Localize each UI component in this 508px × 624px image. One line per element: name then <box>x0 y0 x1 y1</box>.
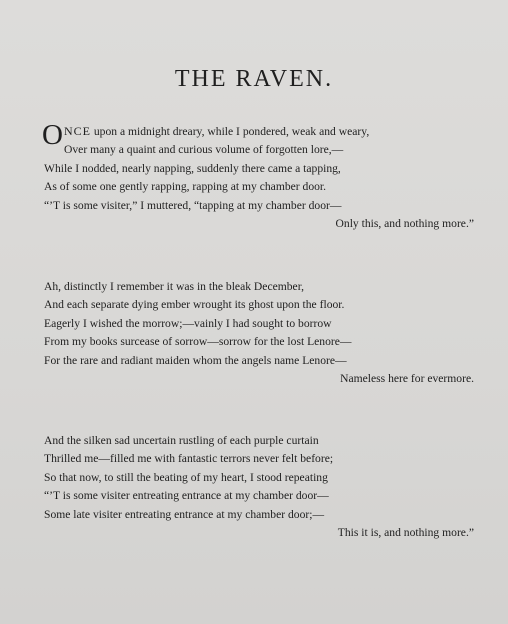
stanza-3-line-2: Thrilled me—filled me with fantastic terrors never felt before; <box>44 452 334 466</box>
stanza-3-refrain: This it is, and nothing more.” <box>337 526 474 540</box>
stanza-1-line-5: “’T is some visiter,” I muttered, “tapping at my chamber door— <box>44 198 342 212</box>
stanza-2 <box>44 278 478 388</box>
small-caps-word: NCE <box>63 124 91 138</box>
stanza-1 <box>42 119 478 233</box>
stanza-2-line-1: Ah, distinctly I remember it was in the bleak December, <box>44 280 304 293</box>
stanza-3-line-4: “’T is some visiter entreating entrance at my chamber door— <box>44 489 329 503</box>
stanza-3-line-3: So that now, to still the beating of my heart, I stood repeating <box>44 470 328 484</box>
stanza-1-line-3: While I nodded, nearly napping, suddenly there came a tapping, <box>44 161 341 175</box>
stanza-3-line-5: Some late visiter entreating entrance at my chamber door;— <box>44 507 325 521</box>
stanza-2-line-4: From my books surcease of sorrow—sorrow for the lost Lenore— <box>44 335 352 349</box>
drop-cap: O <box>42 119 63 151</box>
stanza-1-line-4: As of some one gently rapping, rapping at my chamber door. <box>44 180 327 194</box>
stanza-1-line-2: Over many a quaint and curious volume of forgotten lore,— <box>64 143 344 157</box>
stanza-3-line-1: And the silken sad uncertain rustling of each purple curtain <box>44 434 319 447</box>
stanza-2-line-2: And each separate dying ember wrought its ghost upon the floor. <box>44 298 345 312</box>
stanza-2-line-5: For the rare and radiant maiden whom the angels name Lenore— <box>44 353 347 367</box>
first-line-text: upon a midnight dreary, while I pondered, weak and weary, <box>90 125 370 138</box>
stanza-3 <box>44 432 478 542</box>
poem-title: THE RAVEN. <box>174 66 334 92</box>
stanza-2-line-3: Eagerly I wished the morrow;—vainly I had sought to borrow <box>44 316 332 330</box>
stanza-2-refrain: Nameless here for evermore. <box>340 372 474 386</box>
stanza-1-refrain: Only this, and nothing more.” <box>335 217 474 231</box>
